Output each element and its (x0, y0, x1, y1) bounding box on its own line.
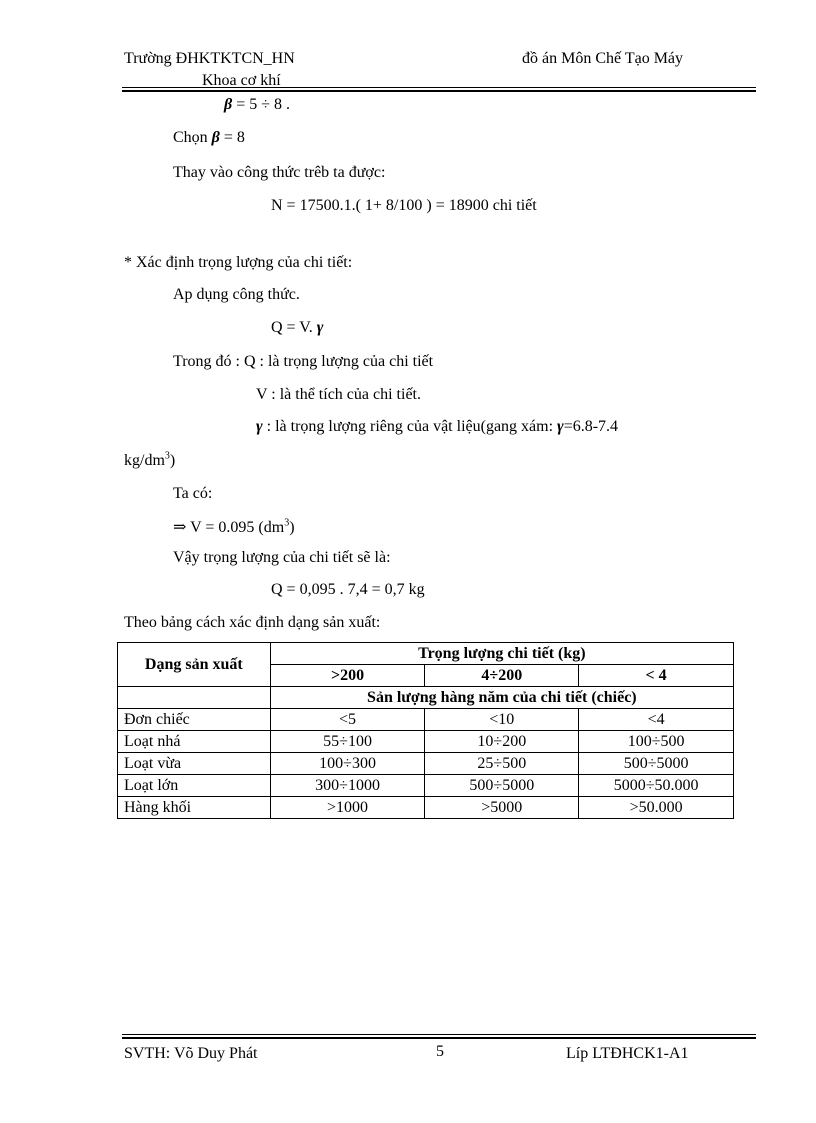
footer-rule-bottom (122, 1037, 756, 1039)
unit-line: $kg/dm^3$) (124, 450, 176, 469)
where-gamma-text: γ : là trọng lượng riêng của vật liệu(gang xám: γ=6.8-7.4 (256, 418, 619, 435)
value-cell: <10 (425, 709, 579, 731)
choose-beta-line: Chọn β = 8 (173, 129, 245, 146)
q-result: Q = 0,095 . 7,4 = 0,7 kg (271, 581, 425, 598)
table-row (118, 731, 734, 753)
value-cell: <4 (579, 709, 734, 731)
substitute-text: Thay vào công thức trêb ta được: (173, 164, 386, 181)
footer-student: SVTH: Võ Duy Phát (124, 1045, 258, 1062)
output-header-cell: Sản lượng hàng năm của chi tiết (chiếc) (270, 687, 733, 709)
footer-class: Líp LTĐHCK1-A1 (566, 1045, 689, 1062)
header-school: Trường ĐHKTKTCN_HN (124, 50, 295, 67)
value-cell: 300÷1000 (270, 775, 425, 797)
implies-icon: ⇒ (173, 519, 187, 536)
table-row (118, 797, 734, 819)
value-cell: 500÷5000 (579, 753, 734, 775)
type-cell: Loạt lớn (118, 775, 271, 797)
type-cell: Loạt nhá (118, 731, 271, 753)
header-department: Khoa cơ khí (202, 72, 281, 89)
value-cell: 100÷300 (270, 753, 425, 775)
weight-col: >200 (270, 665, 425, 687)
where-q-text: Trong đó : Q : là trọng lượng của chi tiết (173, 353, 434, 370)
table-header-row (118, 643, 734, 665)
where-v-text: V : là thể tích của chi tiết. (256, 386, 421, 403)
beta-range-line: β = 5 ÷ 8 . (224, 96, 291, 113)
value-cell: 100÷500 (579, 731, 734, 753)
table-row (118, 775, 734, 797)
footer-rule-top (122, 1034, 756, 1035)
row-header-cell: Dạng sản xuất (118, 643, 271, 687)
header-rule-top (122, 87, 756, 88)
value-cell: >5000 (425, 797, 579, 819)
weight-col: 4÷200 (425, 665, 579, 687)
n-formula: N = 17500.1.( 1+ 8/100 ) = 18900 chi tiết (271, 197, 537, 214)
v-value-line: ⇒ V = 0.095 $(dm^3)$ (173, 517, 295, 536)
beta-symbol: β (224, 96, 233, 113)
apply-formula-text: Ap dụng công thức. (173, 286, 300, 303)
table-row (118, 753, 734, 775)
table-intro: Theo bảng cách xác định dạng sản xuất: (124, 614, 381, 631)
value-cell: <5 (270, 709, 425, 731)
value-cell: >1000 (270, 797, 425, 819)
type-cell: Loạt vừa (118, 753, 271, 775)
table-row (118, 709, 734, 731)
so-weight-text: Vậy trọng lượng của chi tiết sẽ là: (173, 549, 391, 566)
value-cell: 5000÷50.000 (579, 775, 734, 797)
value-cell: 55÷100 (270, 731, 425, 753)
weight-header-cell: Trọng lượng chi tiết (kg) (270, 643, 733, 665)
output-header-row (118, 687, 734, 709)
value-cell: >50.000 (579, 797, 734, 819)
header-rule-bottom (122, 90, 756, 92)
value-cell: 10÷200 (425, 731, 579, 753)
weight-heading: * Xác định trọng lượng của chi tiết: (124, 254, 353, 271)
page-number: 5 (436, 1043, 444, 1060)
we-have-text: Ta có: (173, 485, 213, 502)
production-type-table (117, 642, 734, 819)
header-project: đồ án Môn Chế Tạo Máy (522, 50, 684, 67)
q-formula: Q = V. γ (271, 319, 324, 336)
value-cell: 500÷5000 (425, 775, 579, 797)
type-cell: Hàng khối (118, 797, 271, 819)
type-cell: Đơn chiếc (118, 709, 271, 731)
value-cell: 25÷500 (425, 753, 579, 775)
weight-col: < 4 (579, 665, 734, 687)
